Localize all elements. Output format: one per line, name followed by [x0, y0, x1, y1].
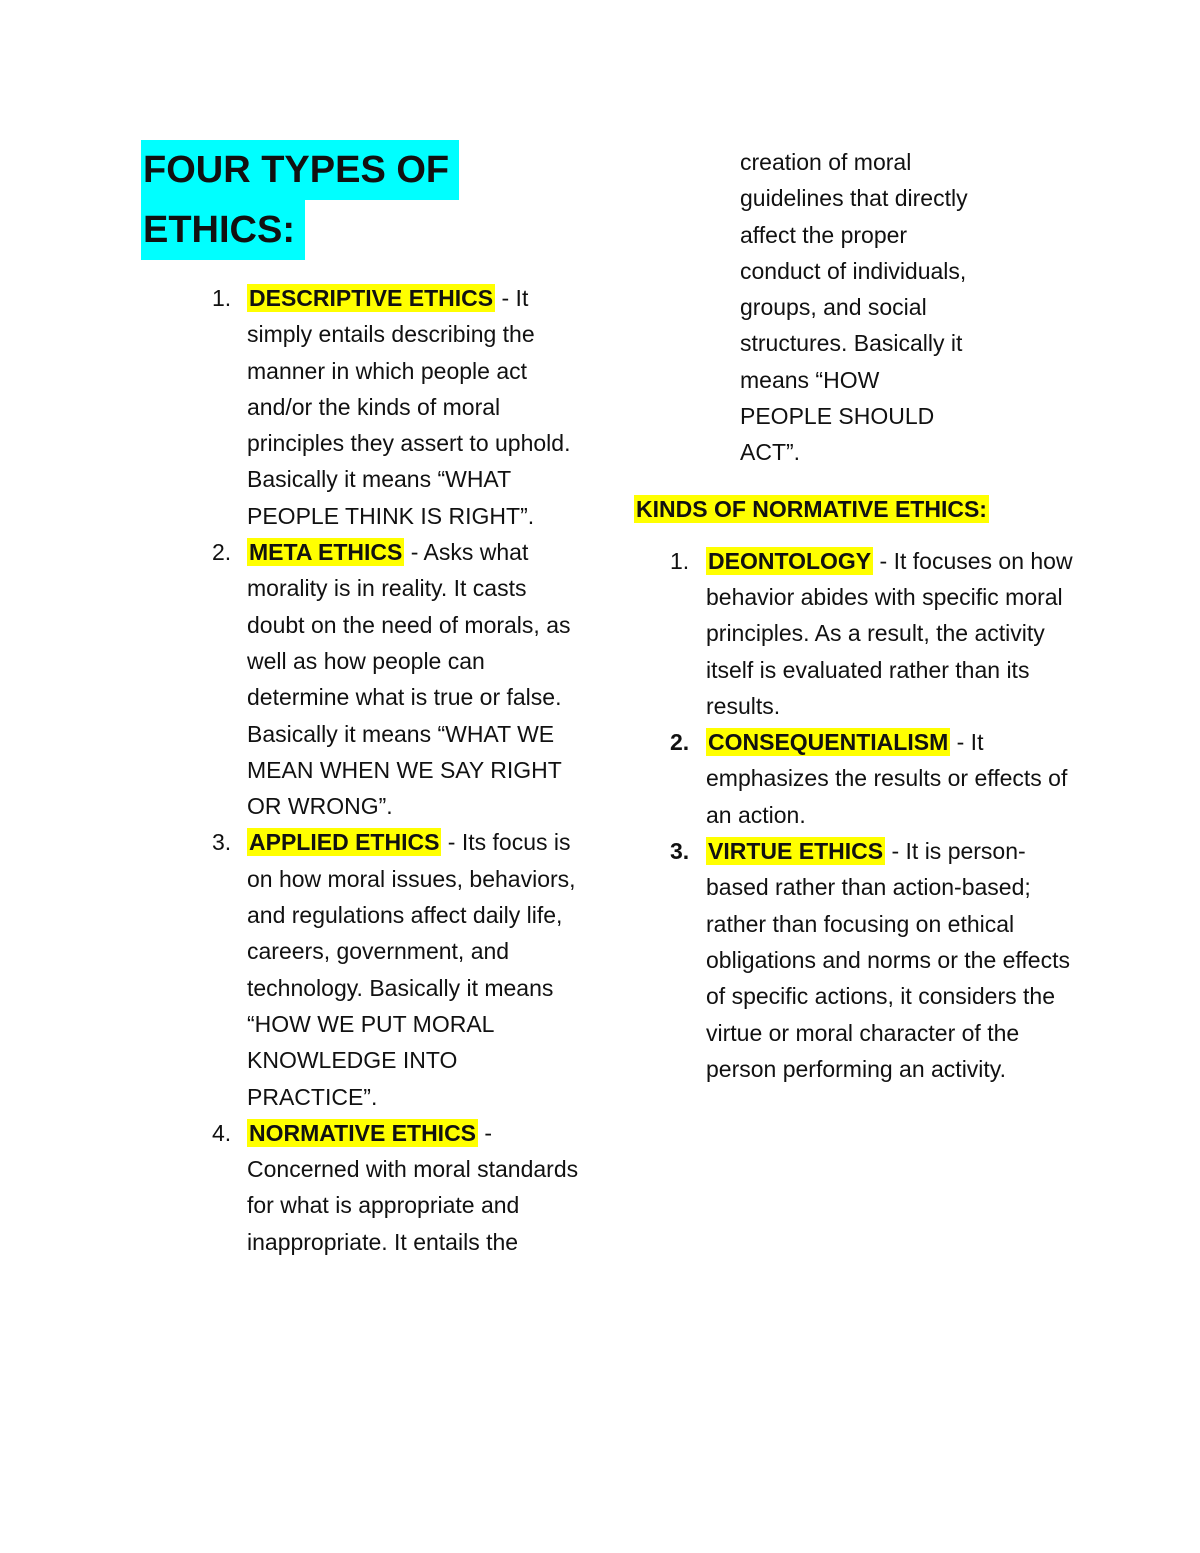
normative-continuation: creation of moral guidelines that directly affect the proper conduct of individuals, groups, and social structures. Basically it means “HOW PEOPLE SHOULD ACT”.: [740, 149, 968, 466]
item-number: 1.: [212, 285, 232, 311]
types-list: [141, 280, 581, 1260]
item-number: 2.: [670, 729, 690, 756]
term-highlight: META ETHICS: [249, 539, 403, 566]
item-text: - Concerned with moral standards for what is appropriate and inappropriate. It entails the: [247, 1119, 579, 1255]
list-item: [634, 724, 1074, 833]
item-text: - It focuses on how behavior abides with specific moral principles. As a result, the activity itself is evaluated rather than its results.: [706, 547, 1073, 719]
term-highlight: VIRTUE ETHICS: [708, 838, 884, 865]
item-text: - It emphasizes the results or effects of an action.: [706, 729, 1068, 828]
title-line-2: ETHICS:: [141, 200, 305, 260]
list-item: [634, 833, 1074, 1087]
item-number: 3.: [670, 838, 690, 865]
term-highlight: CONSEQUENTIALISM: [708, 729, 949, 756]
term-highlight: DEONTOLOGY: [708, 547, 872, 574]
item-text: - Its focus is on how moral issues, behaviors, and regulations affect daily life, careers, government, and technology. Basically it means “HOW WE PUT MORAL KNOWLEDGE INTO PRACTICE”.: [247, 829, 576, 1110]
item-text: - Asks what morality is in reality. It casts doubt on the need of morals, as well as how people can determine what is true or false. Basically it means “WHAT WE MEAN WHEN WE SAY RIGHT OR WRONG”.: [247, 539, 571, 820]
item-number: 1.: [670, 547, 690, 574]
list-item: [141, 824, 581, 1114]
right-column: [634, 140, 1074, 1087]
item-number: 2.: [212, 539, 232, 566]
title-line-1: FOUR TYPES OF: [141, 140, 459, 200]
kinds-heading-text: KINDS OF NORMATIVE ETHICS:: [636, 495, 987, 522]
left-column: [141, 140, 581, 1260]
list-item: [634, 543, 1074, 724]
item-number: 4.: [212, 1119, 232, 1146]
item-number: 3.: [212, 829, 232, 856]
document-title: [141, 140, 461, 260]
list-item: [141, 534, 581, 824]
kinds-heading: [634, 491, 1074, 527]
list-item: [141, 280, 581, 534]
term-highlight: NORMATIVE ETHICS: [249, 1119, 477, 1146]
list-item: [141, 1115, 581, 1260]
term-highlight: DESCRIPTIVE ETHICS: [249, 285, 494, 311]
item-text: - It is person-based rather than action-based; rather than focusing on ethical obligations and norms or the effects of specific actions, it considers the virtue or moral character of the person performing an activity.: [706, 838, 1070, 1082]
item-text: - It simply entails describing the manner in which people act and/or the kinds of moral principles they assert to uphold. Basically it means “WHAT PEOPLE THINK IS RIGHT”.: [247, 285, 571, 529]
term-highlight: APPLIED ETHICS: [249, 829, 440, 856]
kinds-list: [634, 543, 1074, 1087]
